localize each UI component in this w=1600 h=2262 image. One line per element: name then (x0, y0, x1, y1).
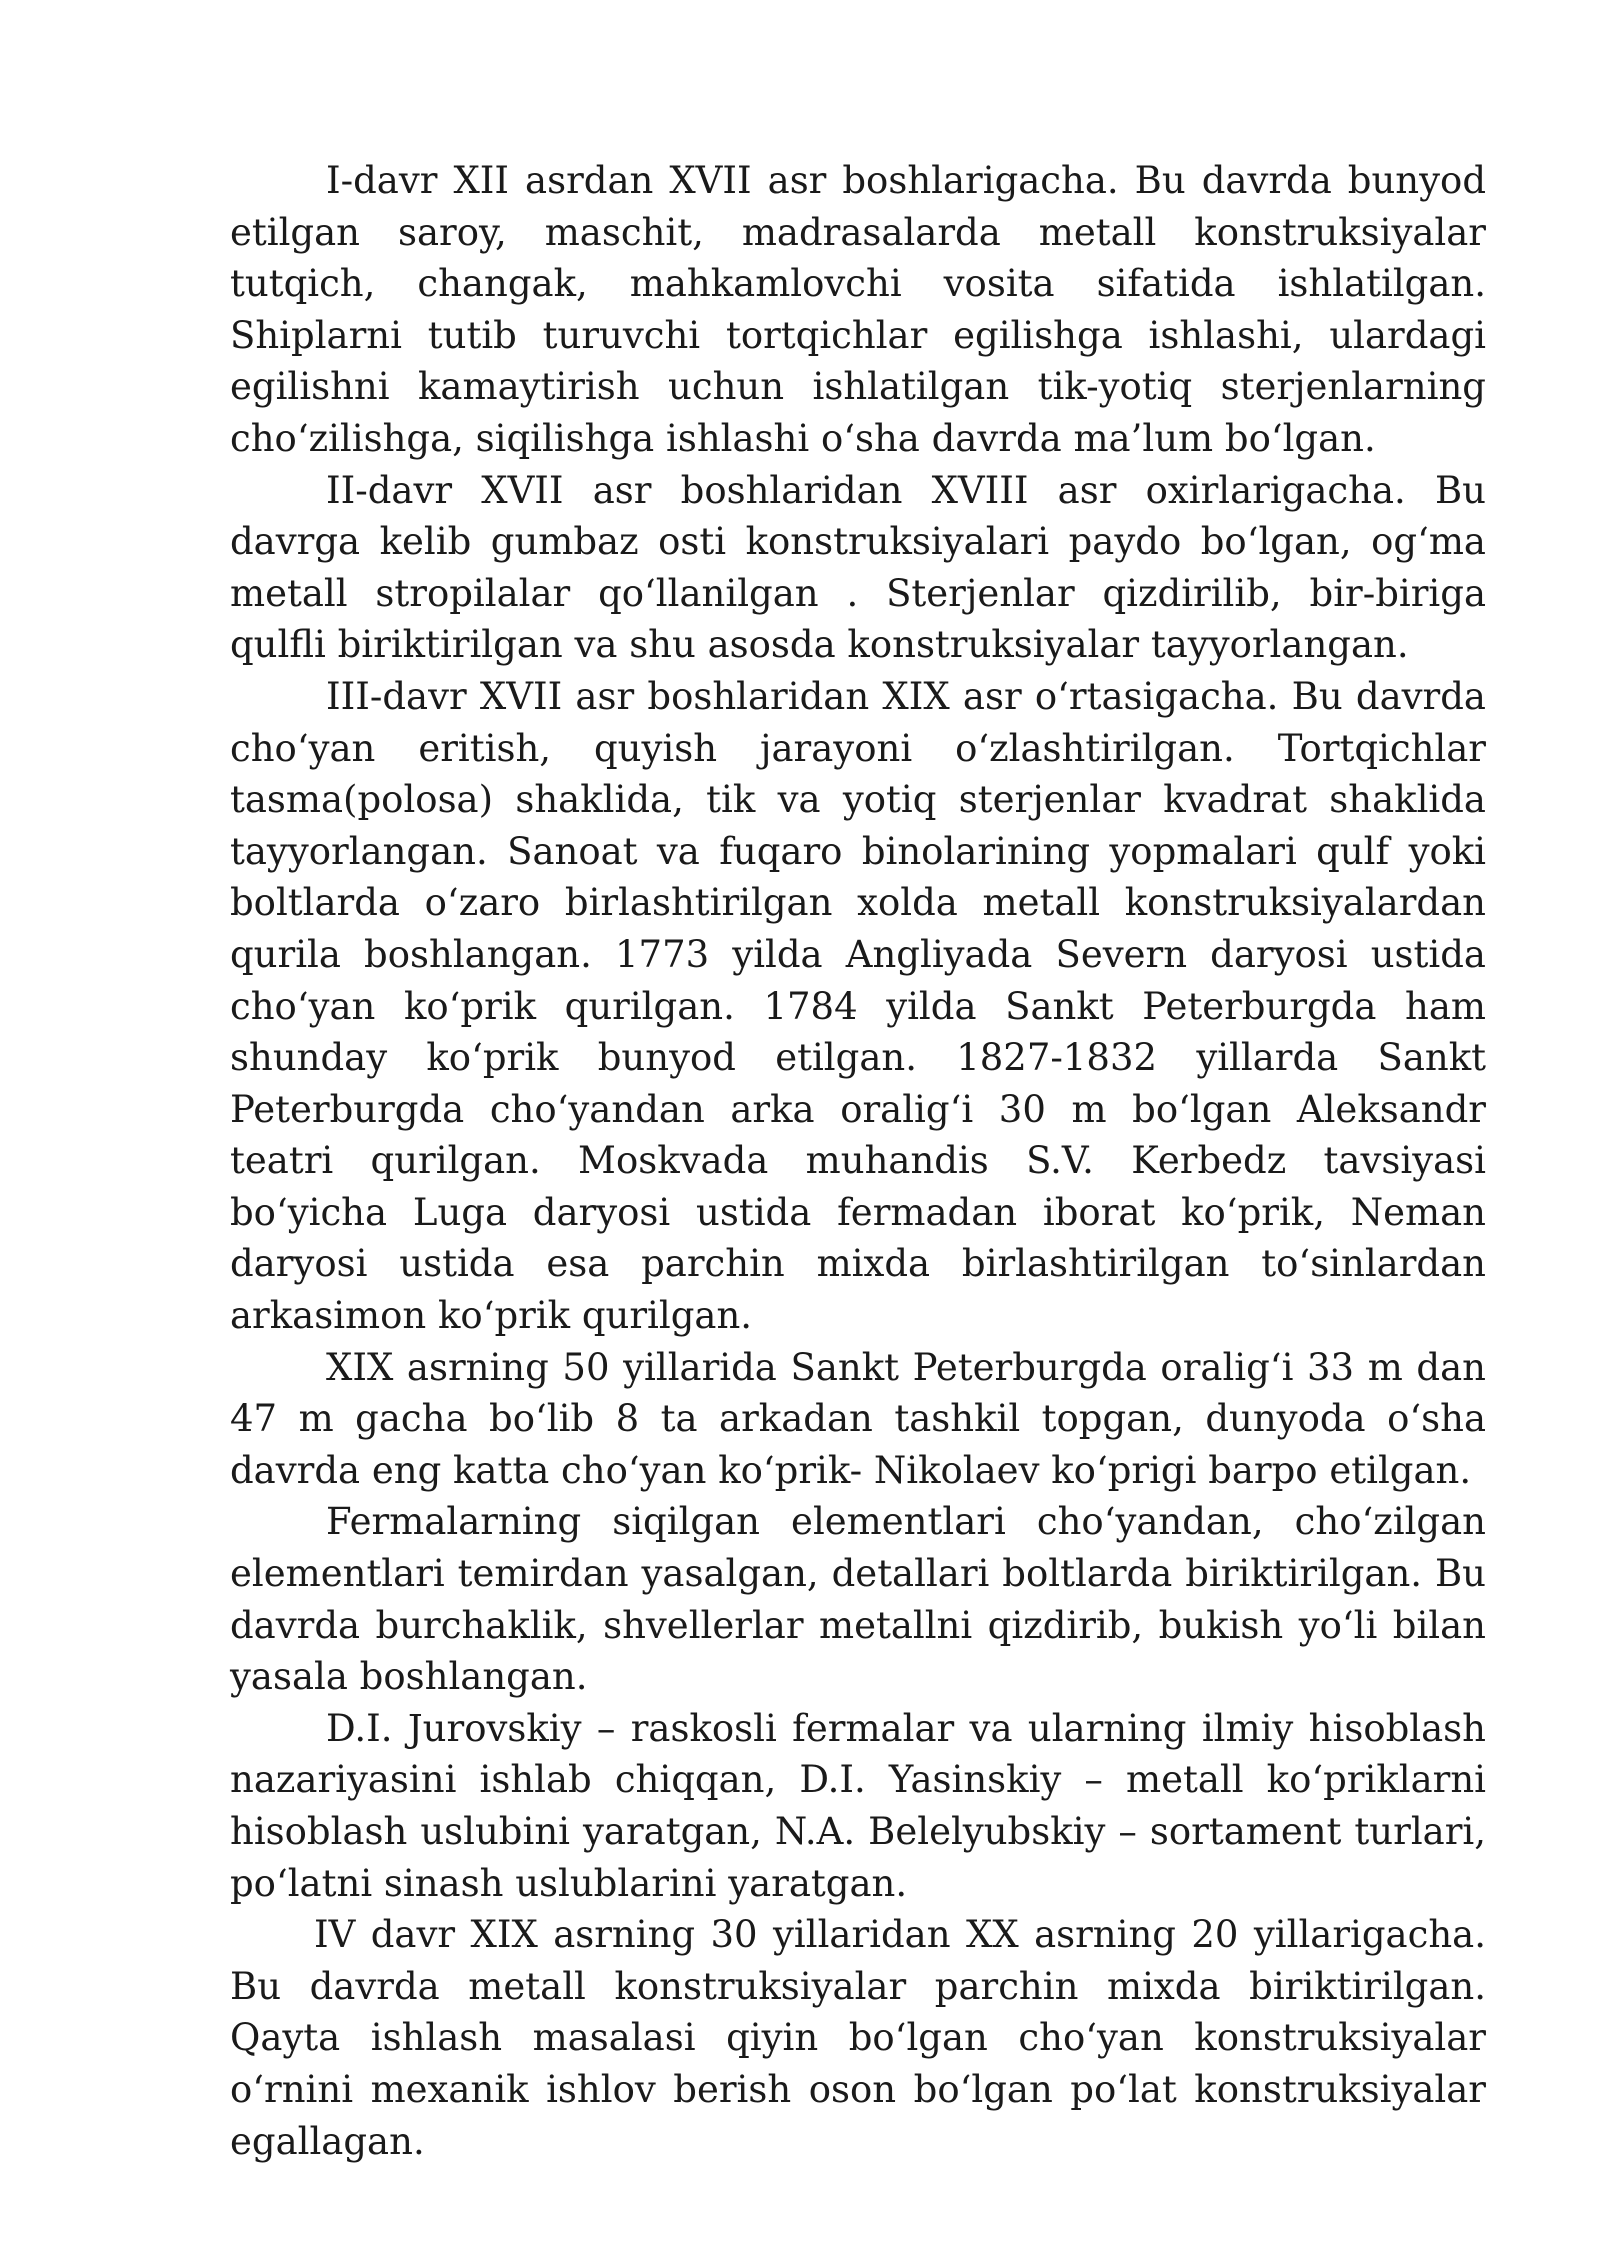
paragraph-scientists: D.I. Jurovskiy – raskosli fermalar va ularning ilmiy hisoblash nazariyasini ishlab chiqqan, D.I. Yasinskiy – metall ko‘priklarni hisoblash uslubini yaratgan, N.A. Belelyubskiy – sortament turlari, po‘latni sinash uslublarini yaratgan. (230, 1706, 1486, 1905)
paragraph-period-2: II-davr XVII asr boshlaridan XVIII asr oxirlarigacha. Bu davrga kelib gumbaz osti konstruksiyalari paydo bo‘lgan, og‘ma metall stropilalar qo‘llanilgan . Sterjenlar qizdirilib, bir-biriga qulfli biriktirilgan va shu asosda konstruksiyalar tayyorlangan. (230, 468, 1486, 667)
paragraph-period-3: III-davr XVII asr boshlaridan XIX asr o‘rtasigacha. Bu davrda cho‘yan eritish, quyish jarayoni o‘zlashtirilgan. Tortqichlar tasma(polosa) shaklida, tik va yotiq sterjenlar kvadrat shaklida tayyorlangan. Sanoat va fuqaro binolarining yopmalari qulf yoki boltlarda o‘zaro birlashtirilgan xolda metall konstruksiyalardan qurila boshlangan. 1773 yilda Angliyada Severn daryosi ustida cho‘yan ko‘prik qurilgan. 1784 yilda Sankt Peterburgda ham shunday ko‘prik bunyod etilgan. 1827-1832 yillarda Sankt Peterburgda cho‘yandan arka oralig‘i 30 m bo‘lgan Aleksandr teatri qurilgan. Moskvada muhandis S.V. Kerbedz tavsiyasi bo‘yicha Luga daryosi ustida fermadan iborat ko‘prik, Neman daryosi ustida esa parchin mixda birlashtirilgan to‘sinlardan arkasimon ko‘prik qurilgan. (230, 674, 1486, 1338)
paragraph-trusses: Fermalarning siqilgan elementlari cho‘yandan, cho‘zilgan elementlari temirdan yasalgan, detallari boltlarda biriktirilgan. Bu davrda burchaklik, shvellerlar metallni qizdirib, bukish yo‘li bilan yasala boshlangan. (230, 1500, 1486, 1699)
paragraph-period-4: IV davr XIX asrning 30 yillaridan XX asrning 20 yillarigacha. Bu davrda metall konstruksiyalar parchin mixda biriktirilgan. Qayta ishlash masalasi qiyin bo‘lgan cho‘yan konstruksiyalar o‘rnini mexanik ishlov berish oson bo‘lgan po‘lat konstruksiyalar egallagan. (230, 1913, 1486, 2163)
body-text (230, 155, 1486, 2167)
paragraph-period-1: I-davr XII asrdan XVII asr boshlarigacha. Bu davrda bunyod etilgan saroy, maschit, madrasalarda metall konstruksiyalar tutqich, changak, mahkamlovchi vosita sifatida ishlatilgan. Shiplarni tutib turuvchi tortqichlar egilishga ishlashi, ulardagi egilishni kamaytirish uchun ishlatilgan tik-yotiq sterjenlarning cho‘zilishga, siqilishga ishlashi o‘sha davrda ma’lum bo‘lgan. (230, 159, 1486, 460)
paragraph-nikolaev-bridge: XIX asrning 50 yillarida Sankt Peterburgda oralig‘i 33 m dan 47 m gacha bo‘lib 8 ta arkadan tashkil topgan, dunyoda o‘sha davrda eng katta cho‘yan ko‘prik- Nikolaev ko‘prigi barpo etilgan. (230, 1345, 1486, 1492)
